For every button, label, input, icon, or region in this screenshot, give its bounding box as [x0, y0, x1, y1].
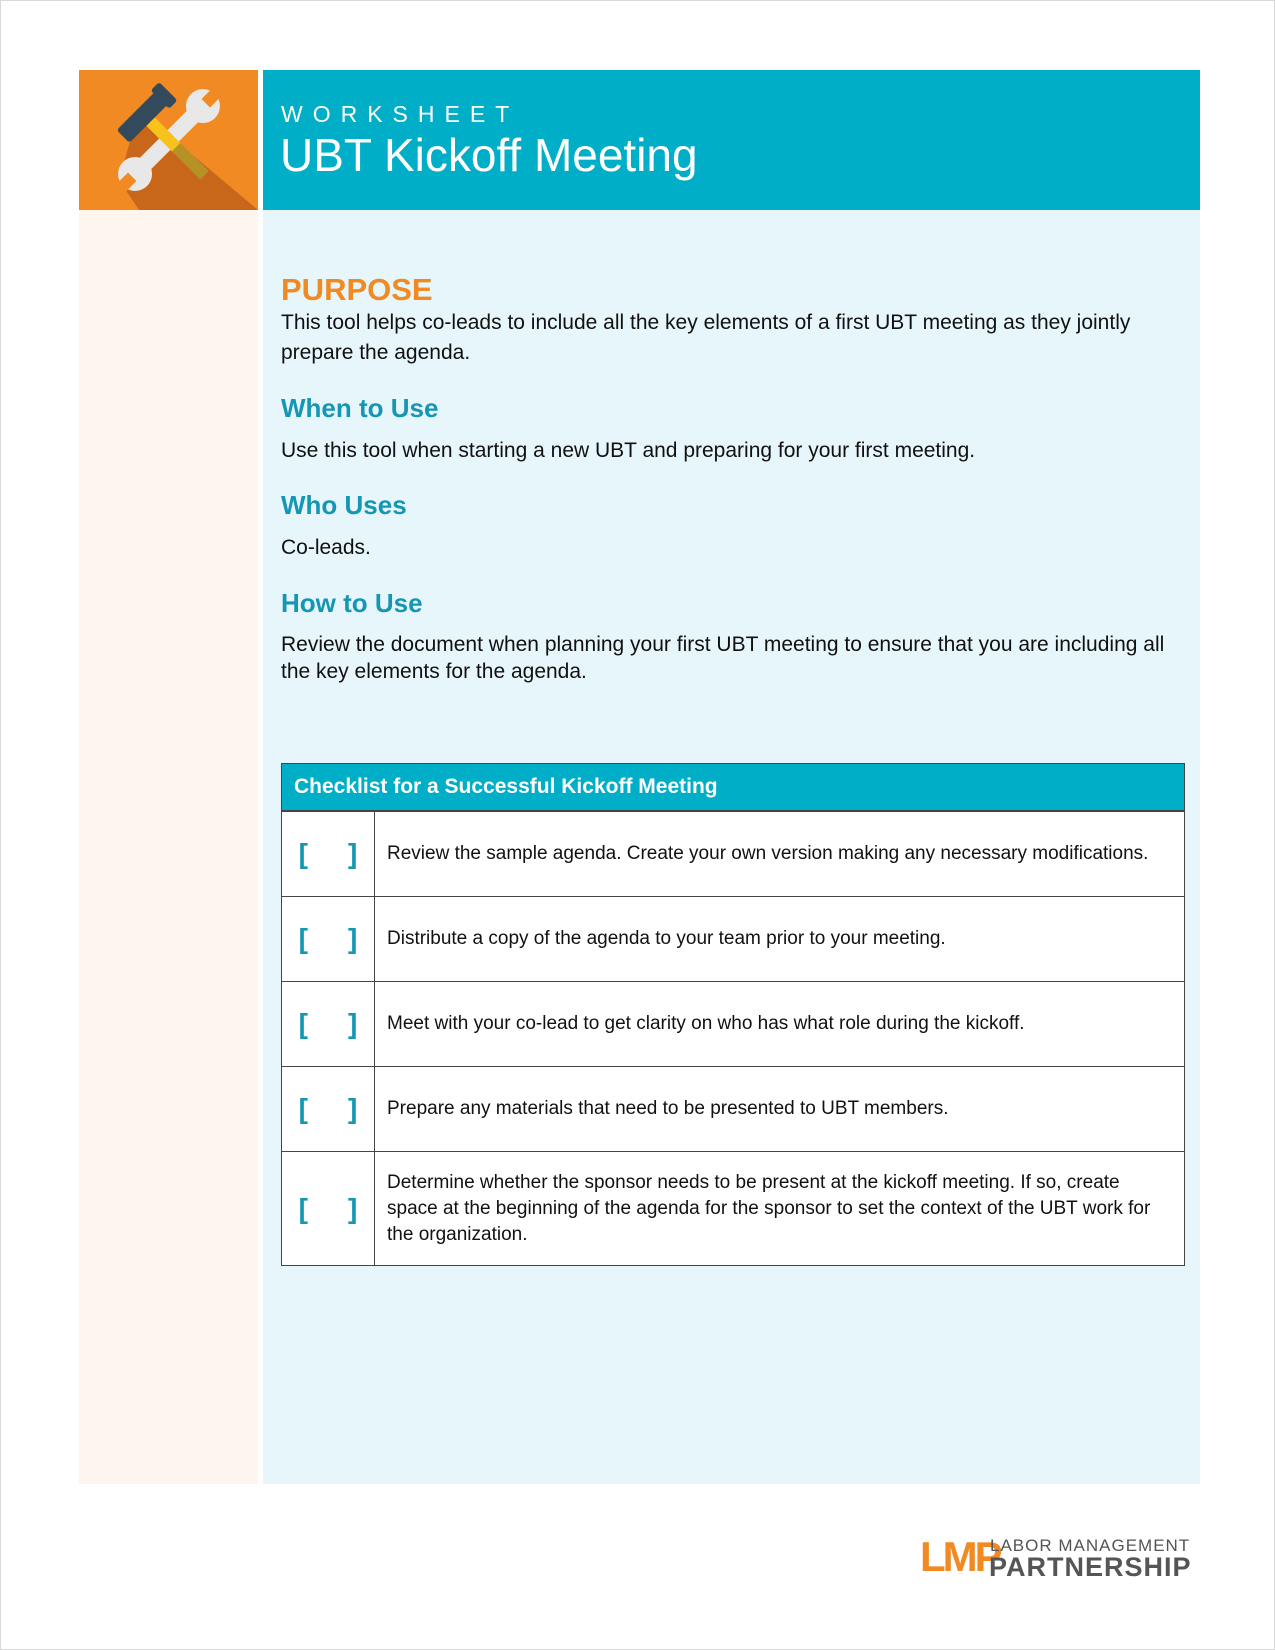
checklist-row — [282, 1066, 1184, 1151]
checklist-item-text: Determine whether the sponsor needs to be present at the kickoff meeting. If so, create space at the beginning of the agenda for the sponsor to set the context of the UBT work for the organization. — [387, 1171, 1151, 1245]
checklist-table — [281, 763, 1185, 1266]
checklist-row — [282, 896, 1184, 981]
checkbox-close-bracket: ] — [348, 923, 358, 954]
checkbox-close-bracket: ] — [348, 1008, 358, 1039]
checkbox[interactable] — [282, 812, 375, 896]
left-sidebar-panel — [79, 70, 258, 1484]
checkbox-open-bracket: [ — [298, 1093, 308, 1124]
checkbox-close-bracket: ] — [348, 1192, 358, 1224]
checklist-row — [282, 1151, 1184, 1265]
lmp-logo-line1: LABOR MANAGEMENT — [990, 1536, 1191, 1555]
checkbox-close-bracket: ] — [348, 1093, 358, 1124]
who-uses-text: Co-leads. — [281, 536, 371, 559]
checklist-title: Checklist for a Successful Kickoff Meeting — [282, 764, 1184, 811]
page-title: UBT Kickoff Meeting — [280, 129, 698, 181]
checkbox[interactable] — [282, 897, 375, 981]
checklist-row — [282, 981, 1184, 1066]
checkbox-open-bracket: [ — [298, 1192, 308, 1224]
checkbox-open-bracket: [ — [298, 1008, 308, 1039]
lmp-logo-line2: PARTNERSHIP — [989, 1552, 1192, 1582]
checklist-item-text: Meet with your co-lead to get clarity on who has what role during the kickoff. — [387, 1013, 1025, 1034]
who-uses-heading: Who Uses — [281, 490, 407, 520]
checkbox-close-bracket: ] — [348, 838, 358, 869]
checklist-item-text: Prepare any materials that need to be presented to UBT members. — [387, 1098, 949, 1119]
lmp-logo — [920, 1534, 1200, 1580]
lmp-logo-mark: LMP — [920, 1533, 1000, 1580]
checklist-row — [282, 811, 1184, 896]
checklist-item-text: Review the sample agenda. Create your own version making any necessary modifications. — [387, 843, 1149, 864]
checkbox[interactable] — [282, 1152, 375, 1265]
when-to-use-text: Use this tool when starting a new UBT and preparing for your first meeting. — [281, 439, 976, 462]
checkbox[interactable] — [282, 982, 375, 1066]
checklist-item-text: Distribute a copy of the agenda to your team prior to your meeting. — [387, 928, 946, 949]
tools-icon — [79, 70, 258, 210]
checkbox[interactable] — [282, 1067, 375, 1151]
checkbox-open-bracket: [ — [298, 838, 308, 869]
checkbox-open-bracket: [ — [298, 923, 308, 954]
when-to-use-heading: When to Use — [281, 393, 439, 423]
worksheet-label: WORKSHEET — [281, 101, 520, 127]
purpose-text: This tool helps co-leads to include all the key elements of a first UBT meeting as they jointly prepare the agenda. — [281, 311, 1131, 364]
how-to-use-text: Review the document when planning your first UBT meeting to ensure that you are including all the key elements for the agenda. — [281, 633, 1165, 683]
purpose-heading: PURPOSE — [281, 272, 433, 307]
how-to-use-heading: How to Use — [281, 588, 423, 618]
